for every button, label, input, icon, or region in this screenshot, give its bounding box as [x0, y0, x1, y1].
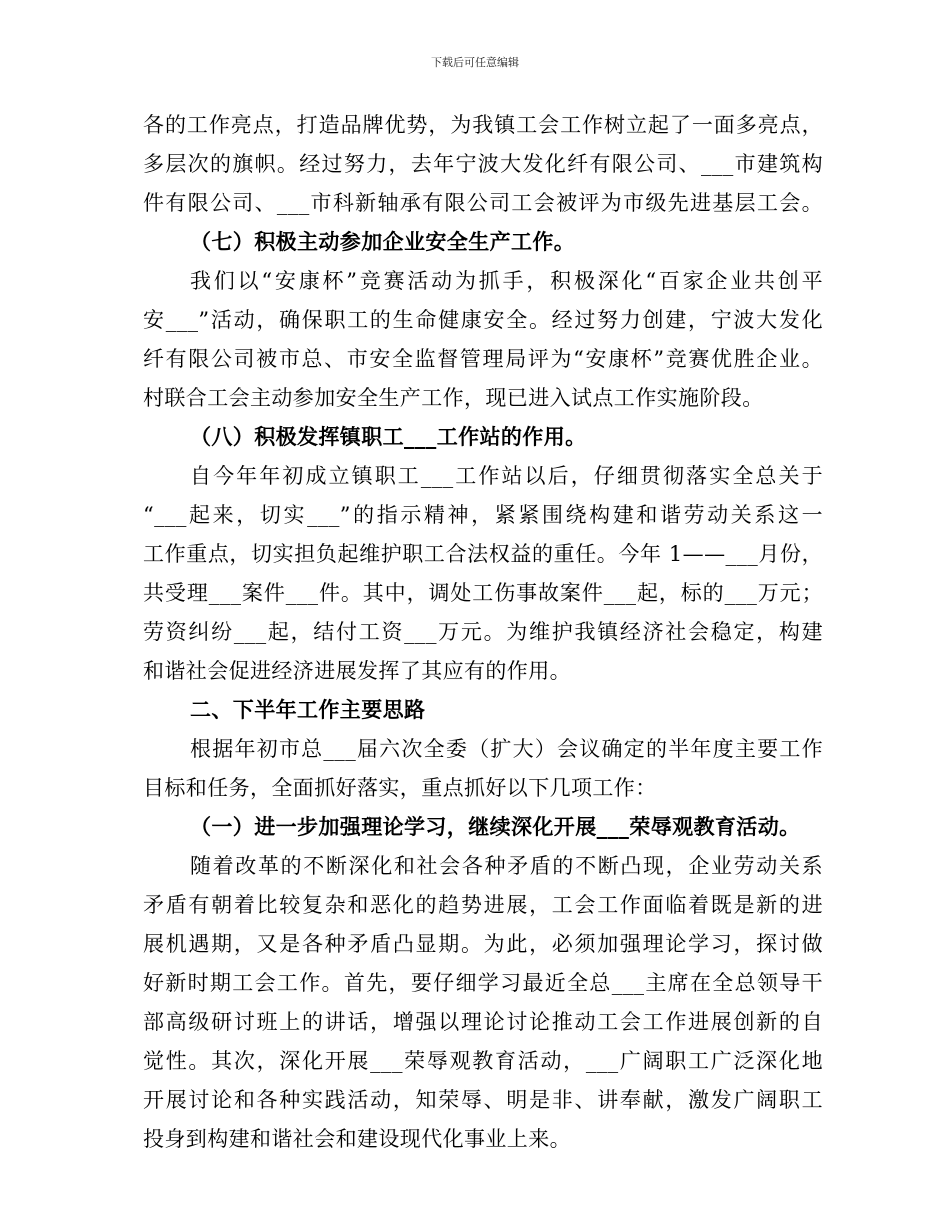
body-line: 村联合工会主动参加安全生产工作，现已进入试点工作实施阶段。 [143, 386, 764, 410]
body-line: 矛盾有朝着比较复杂和恶化的趋势进展，工会工作面临着既是新的进 [143, 893, 823, 917]
header-note: 下载后可任意编辑 [431, 56, 519, 69]
body-line: 纤有限公司被市总、市安全监督管理局评为“安康杯”竞赛优胜企业。 [143, 347, 823, 371]
body-line: 好新时期工会工作。首先，要仔细学习最近全总___主席在全总领导干 [143, 971, 823, 995]
body-line: 共受理___案件___件。其中，调处工伤事故案件___起，标的___万元； [143, 581, 823, 605]
body-line: “___起来，切实___”的指示精神，紧紧围绕构建和谐劳动关系这一 [143, 503, 823, 527]
body-line: 安___”活动，确保职工的生命健康安全。经过努力创建，宁波大发化 [143, 308, 823, 332]
section-heading: （七）积极主动参加企业安全生产工作。 [190, 229, 576, 254]
body-line: 多层次的旗帜。经过努力，去年宁波大发化纤有限公司、___市建筑构 [143, 152, 823, 176]
body-line: 工作重点，切实担负起维护职工合法权益的重任。今年 1——___月份， [143, 542, 823, 566]
body-line: 劳资纠纷___起，结付工资___万元。为维护我镇经济社会稳定，构建 [143, 620, 823, 644]
body-line: 投身到构建和谐社会和建设现代化事业上来。 [143, 1127, 571, 1151]
body-line: 和谐社会促进经济进展发挥了其应有的作用。 [143, 659, 571, 683]
section-heading: （八）积极发挥镇职工___工作站的作用。 [190, 424, 587, 449]
body-line: 随着改革的不断深化和社会各种矛盾的不断凸现，企业劳动关系 [190, 854, 823, 878]
body-line: 开展讨论和各种实践活动，知荣辱、明是非、讲奉献，激发广阔职工 [143, 1088, 823, 1112]
section-heading: 二、下半年工作主要思路 [190, 697, 426, 722]
body-line: 觉性。其次，深化开展___荣辱观教育活动，___广阔职工广泛深化地 [143, 1049, 823, 1073]
body-line: 部高级研讨班上的讲话，增强以理论讨论推动工会工作进展创新的自 [143, 1010, 823, 1034]
body-line: 各的工作亮点，打造品牌优势，为我镇工会工作树立起了一面多亮点， [143, 113, 823, 137]
body-line: 件有限公司、___市科新轴承有限公司工会被评为市级先进基层工会。 [143, 191, 823, 215]
body-line: 自今年年初成立镇职工___工作站以后，仔细贯彻落实全总关于 [190, 464, 823, 488]
body-line: 展机遇期，又是各种矛盾凸显期。为此，必须加强理论学习，探讨做 [143, 932, 823, 956]
body-line: 我们以“安康杯”竞赛活动为抓手，积极深化“百家企业共创平 [190, 269, 823, 293]
section-heading: （一）进一步加强理论学习，继续深化开展___荣辱观教育活动。 [190, 814, 801, 839]
body-line: 根据年初市总___届六次全委（扩大）会议确定的半年度主要工作 [190, 737, 823, 761]
body-line: 目标和任务，全面抓好落实，重点抓好以下几项工作： [143, 776, 657, 800]
